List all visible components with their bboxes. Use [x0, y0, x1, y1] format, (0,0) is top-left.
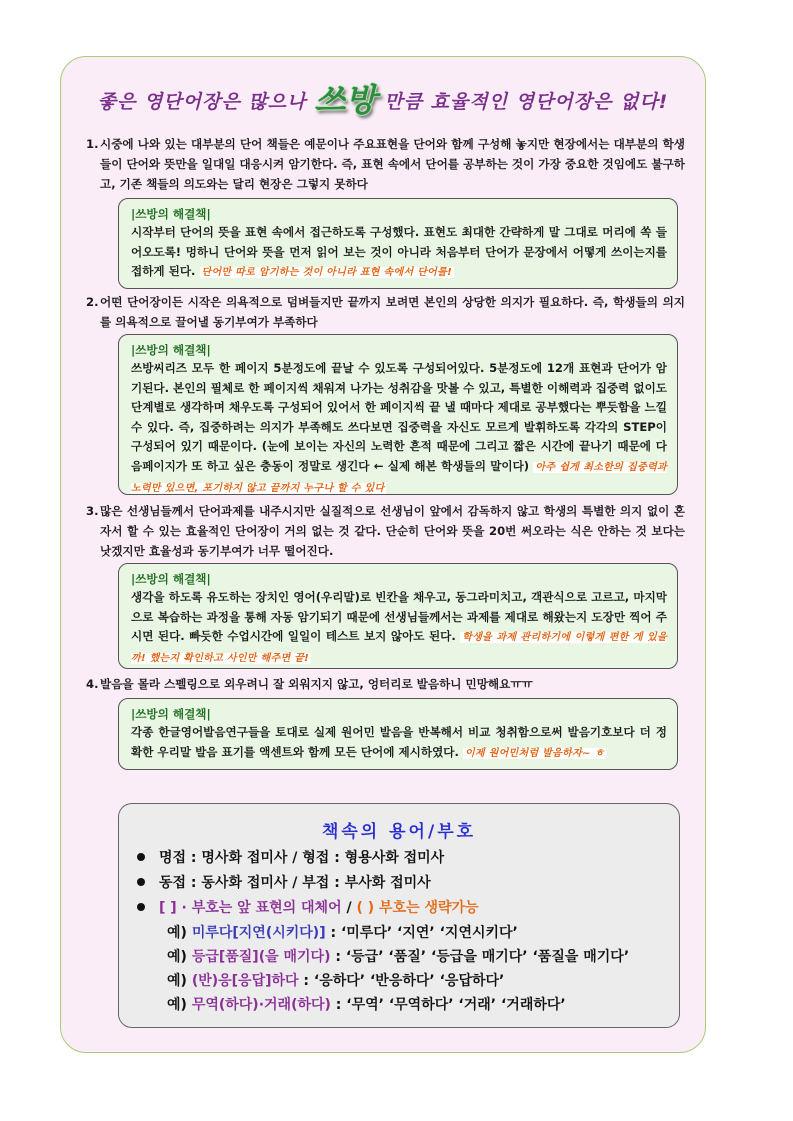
handwritten-note: 아주 쉽게 최소한의 집중력과 노력만 있으면, 포기하지 않고 끝까지 누구나 할 수 있다 [131, 461, 667, 494]
solution-box-2 [118, 334, 678, 495]
solution-body: 생각을 하도록 유도하는 장치인 영어(우리말)로 빈칸을 채우고, 동그라미치고, 객관식으로 고르고, 마지막으로 복습하는 과정을 통해 자동 암기되기 때문에 선생님들께서는 과제를 제대로 해왔는지 도장만 찍어 주시면 된다. 빠듯한 수업시간에 일일이 테스트 보지 않아도 된다. [131, 590, 667, 644]
solution-body: 각종 한글영어발음연구들을 토대로 실제 원어민 발음을 반복해서 비교 청취함으로써 발음기호보다 더 정확한 우리말 발음 표기를 액센트와 함께 모든 단어에 제시하였다. [131, 725, 667, 759]
solution-text [131, 723, 667, 763]
bullet-icon [137, 878, 145, 886]
handwritten-note: 이제 원어민처럼 발음하자~ ㅎ [464, 747, 605, 759]
terms-row-3 [137, 898, 479, 918]
item-text: 많은 선생님들께서 단어과제를 내주시지만 실질적으로 선생님이 앞에서 감독하지 않고 학생의 특별한 의지 없이 혼자서 할 수 있는 효율적인 단어장이 거의 없는 것 같다. 단순히 단어와 뜻을 20번 써오라는 식은 안하는 것 보다는 낫겠지만 효율성과 동기부여가 너무 떨어진다. [100, 504, 685, 558]
item-text: 어떤 단어장이든 시작은 의욕적으로 덤벼들지만 끝까지 보려면 본인의 상당한 의지가 필요하다. 즉, 학생들의 의지를 의욕적으로 끌어낼 동기부여가 부족하다 [100, 295, 685, 329]
example-rest: : ‘등급’ ‘품질’ ‘등급을 매기다’ ‘품질을 매기다’ [330, 949, 630, 965]
solution-box-3 [118, 563, 678, 669]
solution-box-4 [118, 698, 678, 770]
solution-title: |쓰방의 해결책| [131, 343, 211, 357]
headline [60, 70, 706, 130]
terms-row-text: 동접 : 동사화 접미사 / 부접 : 부사화 접미사 [159, 875, 431, 891]
example-prefix: 예) [167, 997, 187, 1013]
item-number: 1. [86, 137, 99, 151]
solution-body: 시작부터 단어의 뜻을 표현 속에서 접근하도록 구성했다. 표현도 최대한 간략하게 말 그대로 머리에 쏙 들어오도록! 멍하니 단어와 뜻을 먼저 읽어 보는 것이 아니라 처음부터 단어가 문장에서 어떻게 쓰이는지를 접하게 된다. [131, 225, 667, 279]
example-prefix: 예) [167, 973, 187, 989]
example-term: 무역(하다)·거래(하다) [191, 997, 331, 1013]
solution-text [131, 223, 667, 283]
item-1 [86, 134, 685, 194]
item-text: 시중에 나와 있는 대부분의 단어 책들은 예문이나 주요표현을 단어와 함께 구성해 놓지만 현장에서는 대부분의 학생들이 단어와 뜻만을 일대일 대응시켜 암기한다. 즉, 표현 속에서 단어를 공부하는 것이 가장 중요한 것임에도 불구하고, 기존 책들의 의도와는 달리 현장은 그렇지 못하다 [100, 137, 685, 191]
example-term: 미루다[지연(시키다)] [191, 925, 326, 941]
example-rest: : ‘무역’ ‘무역하다’ ‘거래’ ‘거래하다’ [330, 997, 566, 1013]
item-3 [86, 501, 685, 561]
terms-box [118, 803, 680, 1028]
item-number: 4. [86, 677, 99, 691]
terms-title: 책속의 용어/부호 [321, 822, 477, 842]
headline-part2: 만큼 효율적인 영단어장은 없다! [384, 90, 669, 113]
terms-row-2 [137, 873, 431, 893]
example-1 [167, 922, 518, 942]
example-rest: : ‘미루다’ ‘지연’ ‘지연시키다’ [325, 925, 518, 941]
solution-box-1 [118, 198, 678, 289]
item-number: 3. [86, 504, 99, 518]
item-4 [86, 674, 685, 694]
handwritten-note: 단어만 따로 암기하는 것이 아니라 표현 속에서 단어를! [201, 267, 452, 279]
item-2 [86, 292, 685, 332]
solution-body: 쓰방씨리즈 모두 한 페이지 5분정도에 끝날 수 있도록 구성되어있다. 5분정도에 12개 표현과 단어가 암기된다. 본인의 필체로 한 페이지씩 채워져 나가는 성취감을 맛볼 수 있고, 특별한 이해력과 집중력 없이도 단계별로 생각하며 채우도록 구성되어 있어서 한 페이지씩 끝 낼 때마다 제대로 공부했다는 뿌듯함을 느낄 수 있다. 즉, 집중하려는 의지가 부족해도 쓰다보면 집중력을 자신도 모르게 발휘하도록 각각의 STEP이 구성되어 있기 때문이다. (눈에 보이는 자신의 노력한 흔적 때문에 그리고 짧은 시간에 끝나기 때문에 다음페이지가 또 하고 싶은 충동이 정말로 생긴다 ← 실제 해본 학생들의 말이다) [131, 361, 667, 473]
handwritten-note: 학생을 과제 관리하기에 이렇게 편한 게 있을까! 했는지 확인하고 사인만 해주면 끝! [131, 632, 667, 664]
example-prefix: 예) [167, 949, 187, 965]
example-term: 등급[품질](을 매기다) [191, 949, 331, 965]
item-text: 발음을 몰라 스펠링으로 외우려니 잘 외워지지 않고, 엉터리로 발음하니 민망해요ㅠㅠ [100, 677, 533, 691]
item-number: 2. [86, 295, 99, 309]
bracket-rule: [ ] · 부호는 앞 표현의 대체어 [159, 900, 342, 916]
solution-text [131, 588, 667, 668]
example-rest: : ‘응하다’ ‘반응하다’ ‘응답하다’ [298, 973, 505, 989]
solution-title: |쓰방의 해결책| [131, 572, 211, 586]
example-term: (반)응[응답]하다 [191, 973, 299, 989]
example-prefix: 예) [167, 925, 187, 941]
solution-title: |쓰방의 해결책| [131, 707, 211, 721]
paren-rule: ( ) 부호는 생략가능 [356, 900, 479, 916]
bullet-icon [137, 853, 145, 861]
solution-title: |쓰방의 해결책| [131, 207, 211, 221]
terms-row-1 [137, 848, 444, 868]
example-2 [167, 946, 629, 966]
brand-logo: 쓰방 [314, 81, 377, 119]
bullet-icon [137, 903, 145, 911]
terms-row-text: 명접 : 명사화 접미사 / 형접 : 형용사화 접미사 [159, 850, 445, 866]
example-3 [167, 970, 504, 990]
example-4 [167, 994, 566, 1014]
headline-part1: 좋은 영단어장은 많으나 [97, 90, 307, 113]
separator: / [341, 900, 357, 916]
solution-text [131, 359, 667, 498]
